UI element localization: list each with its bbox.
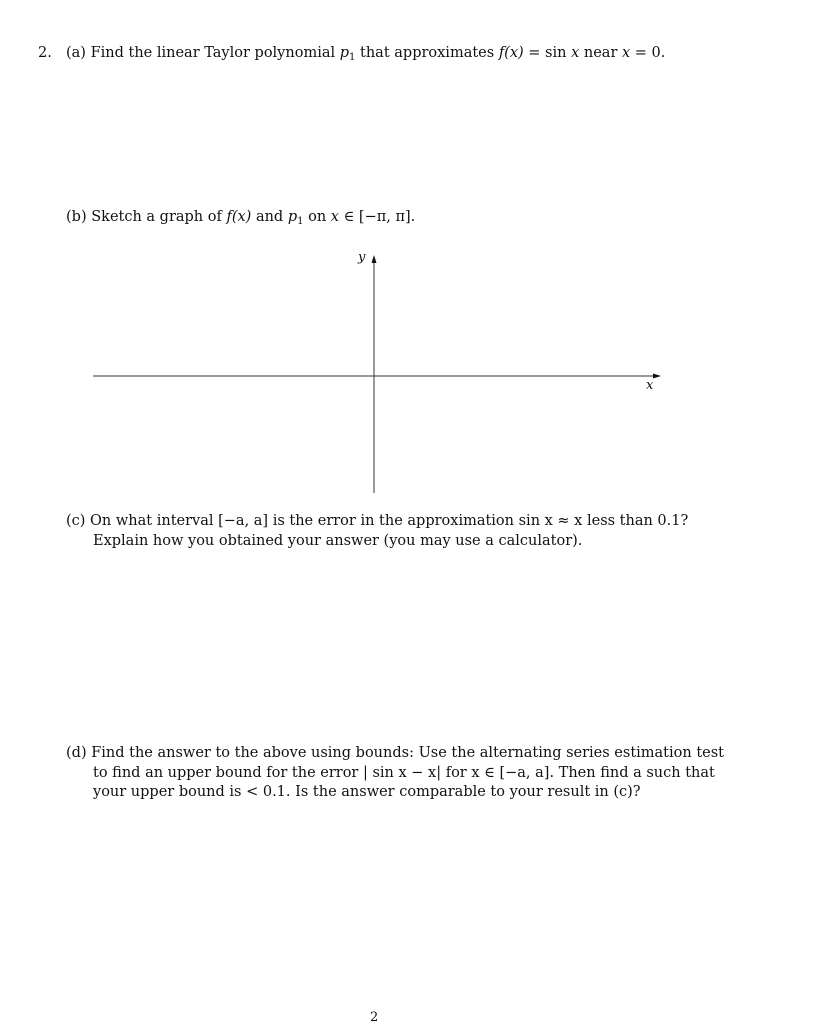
part-b-p: p — [287, 209, 298, 225]
x-axis-label: x — [646, 378, 654, 393]
part-b-interval: ∈ [−π, π]. — [343, 209, 416, 225]
part-a-x: x — [571, 45, 580, 61]
part-c-text: On what interval [−a, a] is the error in the approximation sin x ≈ x less than 0.1? Explain how you obtained your answer (you may use a calculator). — [90, 513, 689, 549]
part-b-x: x — [330, 209, 339, 225]
part-a-p-sub: 1 — [349, 52, 356, 63]
part-a-near: near — [583, 45, 618, 61]
part-a-eq: = sin — [528, 45, 567, 61]
part-a-label: (a) — [66, 45, 86, 61]
part-a-end: = 0. — [634, 45, 666, 61]
part-a-text-1: Find the linear Taylor polynomial — [90, 45, 336, 61]
part-b-on: on — [308, 209, 327, 225]
part-b-text-1: Sketch a graph of — [91, 209, 222, 225]
part-d-label: (d) — [66, 745, 87, 761]
part-b-label: (b) — [66, 209, 87, 225]
part-a-x2: x — [621, 45, 631, 61]
y-axis-arrowhead — [372, 255, 377, 263]
part-a-text-2: that approximates — [360, 45, 495, 61]
page-number: 2 — [370, 1010, 379, 1025]
x-axis-arrowhead — [653, 374, 661, 379]
part-b-fx: f(x) — [226, 209, 252, 225]
part-b-and: and — [255, 209, 284, 225]
problem-number: 2. — [38, 45, 52, 61]
part-c-label: (c) — [66, 513, 86, 529]
y-axis-label: y — [358, 250, 366, 265]
part-d-question — [66, 744, 736, 803]
part-d-text: Find the answer to the above using bounds: Use the alternating series estimation test to find an upper bound for the error | sin x − x| for x ∈ [−a, a]. Then find a such that your upper bound is < 0.1. Is the answer comparable to your result in (c)? — [91, 745, 725, 800]
part-a-fx: f(x) — [498, 45, 524, 61]
part-a-p: p — [339, 45, 350, 61]
part-c-question — [66, 512, 736, 551]
part-b-p-sub: 1 — [297, 216, 304, 227]
